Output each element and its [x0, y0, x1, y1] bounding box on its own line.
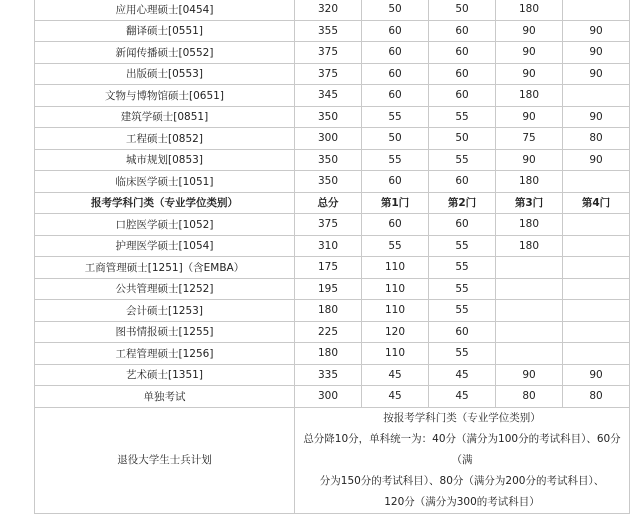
- subject-3-cell: 90: [496, 63, 563, 85]
- subject-4-cell: [563, 343, 630, 365]
- total-score-cell: 355: [295, 20, 362, 42]
- table-row: [35, 278, 630, 300]
- note-line: 120分（满分为300的考试科目）: [384, 495, 540, 508]
- total-score-cell: 300: [295, 128, 362, 150]
- total-score-cell: 350: [295, 149, 362, 171]
- subject-4-cell: [563, 85, 630, 107]
- subject-2-cell: 60: [429, 42, 496, 64]
- header-category: 报考学科门类（专业学位类别）: [35, 192, 295, 214]
- table-body-top: [35, 0, 630, 192]
- category-cell: 艺术硕士[1351]: [35, 364, 295, 386]
- subject-3-cell: 180: [496, 0, 563, 20]
- total-score-cell: 320: [295, 0, 362, 20]
- header-subject-2: 第2门: [429, 192, 496, 214]
- category-cell: 临床医学硕士[1051]: [35, 171, 295, 193]
- table-row: [35, 42, 630, 64]
- subject-3-cell: [496, 343, 563, 365]
- table-row: [35, 386, 630, 408]
- subject-2-cell: 45: [429, 386, 496, 408]
- subject-2-cell: 60: [429, 20, 496, 42]
- subject-1-cell: 60: [362, 214, 429, 236]
- table-body-bottom: [35, 214, 630, 408]
- category-cell: 建筑学硕士[0851]: [35, 106, 295, 128]
- subject-2-cell: 55: [429, 149, 496, 171]
- table-row: [35, 63, 630, 85]
- subject-4-cell: 80: [563, 386, 630, 408]
- table-row: [35, 235, 630, 257]
- subject-2-cell: 55: [429, 257, 496, 279]
- category-cell: 会计硕士[1253]: [35, 300, 295, 322]
- subject-3-cell: [496, 257, 563, 279]
- category-cell: 公共管理硕士[1252]: [35, 278, 295, 300]
- total-score-cell: 335: [295, 364, 362, 386]
- table-row: [35, 0, 630, 20]
- table-row: [35, 321, 630, 343]
- category-cell: 新闻传播硕士[0552]: [35, 42, 295, 64]
- total-score-cell: 300: [295, 386, 362, 408]
- header-total: 总分: [295, 192, 362, 214]
- category-cell: 图书情报硕士[1255]: [35, 321, 295, 343]
- table-row: [35, 300, 630, 322]
- subject-2-cell: 60: [429, 63, 496, 85]
- subject-2-cell: 60: [429, 214, 496, 236]
- subject-2-cell: 55: [429, 278, 496, 300]
- subject-1-cell: 60: [362, 63, 429, 85]
- table-row: [35, 214, 630, 236]
- subject-3-cell: [496, 300, 563, 322]
- total-score-cell: 195: [295, 278, 362, 300]
- subject-3-cell: 180: [496, 171, 563, 193]
- subject-2-cell: 45: [429, 364, 496, 386]
- subject-4-cell: 90: [563, 42, 630, 64]
- subject-3-cell: 90: [496, 106, 563, 128]
- category-cell: 文物与博物馆硕士[0651]: [35, 85, 295, 107]
- table-header-group: [35, 192, 630, 214]
- category-cell: 口腔医学硕士[1052]: [35, 214, 295, 236]
- subject-2-cell: 60: [429, 171, 496, 193]
- subject-1-cell: 110: [362, 278, 429, 300]
- table-row: [35, 364, 630, 386]
- category-cell: 单独考试: [35, 386, 295, 408]
- subject-1-cell: 60: [362, 85, 429, 107]
- total-score-cell: 375: [295, 214, 362, 236]
- note-row: [35, 407, 630, 513]
- subject-1-cell: 120: [362, 321, 429, 343]
- subject-4-cell: 90: [563, 63, 630, 85]
- subject-4-cell: 90: [563, 149, 630, 171]
- subject-1-cell: 45: [362, 386, 429, 408]
- subject-3-cell: 180: [496, 85, 563, 107]
- subject-1-cell: 110: [362, 300, 429, 322]
- category-cell: 工商管理硕士[1251]（含EMBA）: [35, 257, 295, 279]
- table-note-group: [35, 407, 630, 513]
- total-score-cell: 350: [295, 106, 362, 128]
- subject-1-cell: 110: [362, 257, 429, 279]
- total-score-cell: 180: [295, 300, 362, 322]
- total-score-cell: 175: [295, 257, 362, 279]
- subject-1-cell: 50: [362, 0, 429, 20]
- table-row: [35, 257, 630, 279]
- subject-3-cell: 180: [496, 214, 563, 236]
- subject-3-cell: 75: [496, 128, 563, 150]
- table-row: [35, 343, 630, 365]
- subject-3-cell: 90: [496, 42, 563, 64]
- subject-1-cell: 50: [362, 128, 429, 150]
- subject-1-cell: 55: [362, 106, 429, 128]
- category-cell: 城市规划[0853]: [35, 149, 295, 171]
- subject-4-cell: [563, 257, 630, 279]
- note-row-label: 退役大学生士兵计划: [35, 407, 295, 513]
- subject-4-cell: 80: [563, 128, 630, 150]
- subject-2-cell: 50: [429, 128, 496, 150]
- subject-3-cell: [496, 278, 563, 300]
- note-line: 按报考学科门类（专业学位类别）: [383, 411, 541, 424]
- table-row: [35, 128, 630, 150]
- subject-4-cell: [563, 171, 630, 193]
- subject-1-cell: 60: [362, 171, 429, 193]
- header-row: [35, 192, 630, 214]
- total-score-cell: 350: [295, 171, 362, 193]
- subject-2-cell: 55: [429, 106, 496, 128]
- subject-1-cell: 55: [362, 149, 429, 171]
- note-line: 分为150分的考试科目）、80分（满分为200分的考试科目）、: [319, 474, 605, 487]
- category-cell: 工程硕士[0852]: [35, 128, 295, 150]
- subject-1-cell: 60: [362, 42, 429, 64]
- subject-3-cell: 90: [496, 149, 563, 171]
- note-row-text: [295, 407, 630, 513]
- subject-4-cell: [563, 321, 630, 343]
- header-subject-1: 第1门: [362, 192, 429, 214]
- total-score-cell: 375: [295, 63, 362, 85]
- table-row: [35, 106, 630, 128]
- table-row: [35, 171, 630, 193]
- subject-2-cell: 55: [429, 235, 496, 257]
- total-score-cell: 345: [295, 85, 362, 107]
- total-score-cell: 310: [295, 235, 362, 257]
- subject-3-cell: 80: [496, 386, 563, 408]
- note-line: 总分降10分，单科统一为：40分（满分为100分的考试科目）、60分（满: [303, 432, 621, 466]
- total-score-cell: 225: [295, 321, 362, 343]
- subject-4-cell: [563, 0, 630, 20]
- subject-4-cell: [563, 278, 630, 300]
- subject-3-cell: [496, 321, 563, 343]
- table-row: [35, 20, 630, 42]
- subject-1-cell: 60: [362, 20, 429, 42]
- subject-3-cell: 90: [496, 20, 563, 42]
- header-subject-4: 第4门: [563, 192, 630, 214]
- subject-2-cell: 55: [429, 343, 496, 365]
- table-row: [35, 85, 630, 107]
- subject-2-cell: 55: [429, 300, 496, 322]
- category-cell: 应用心理硕士[0454]: [35, 0, 295, 20]
- subject-1-cell: 45: [362, 364, 429, 386]
- score-table: [34, 0, 630, 514]
- category-cell: 工程管理硕士[1256]: [35, 343, 295, 365]
- subject-4-cell: [563, 300, 630, 322]
- total-score-cell: 375: [295, 42, 362, 64]
- subject-4-cell: 90: [563, 364, 630, 386]
- header-subject-3: 第3门: [496, 192, 563, 214]
- subject-3-cell: 90: [496, 364, 563, 386]
- subject-1-cell: 55: [362, 235, 429, 257]
- subject-1-cell: 110: [362, 343, 429, 365]
- subject-4-cell: 90: [563, 106, 630, 128]
- subject-4-cell: 90: [563, 20, 630, 42]
- table-row: [35, 149, 630, 171]
- total-score-cell: 180: [295, 343, 362, 365]
- category-cell: 出版硕士[0553]: [35, 63, 295, 85]
- subject-4-cell: [563, 235, 630, 257]
- subject-2-cell: 50: [429, 0, 496, 20]
- subject-2-cell: 60: [429, 85, 496, 107]
- category-cell: 翻译硕士[0551]: [35, 20, 295, 42]
- subject-3-cell: 180: [496, 235, 563, 257]
- category-cell: 护理医学硕士[1054]: [35, 235, 295, 257]
- subject-4-cell: [563, 214, 630, 236]
- subject-2-cell: 60: [429, 321, 496, 343]
